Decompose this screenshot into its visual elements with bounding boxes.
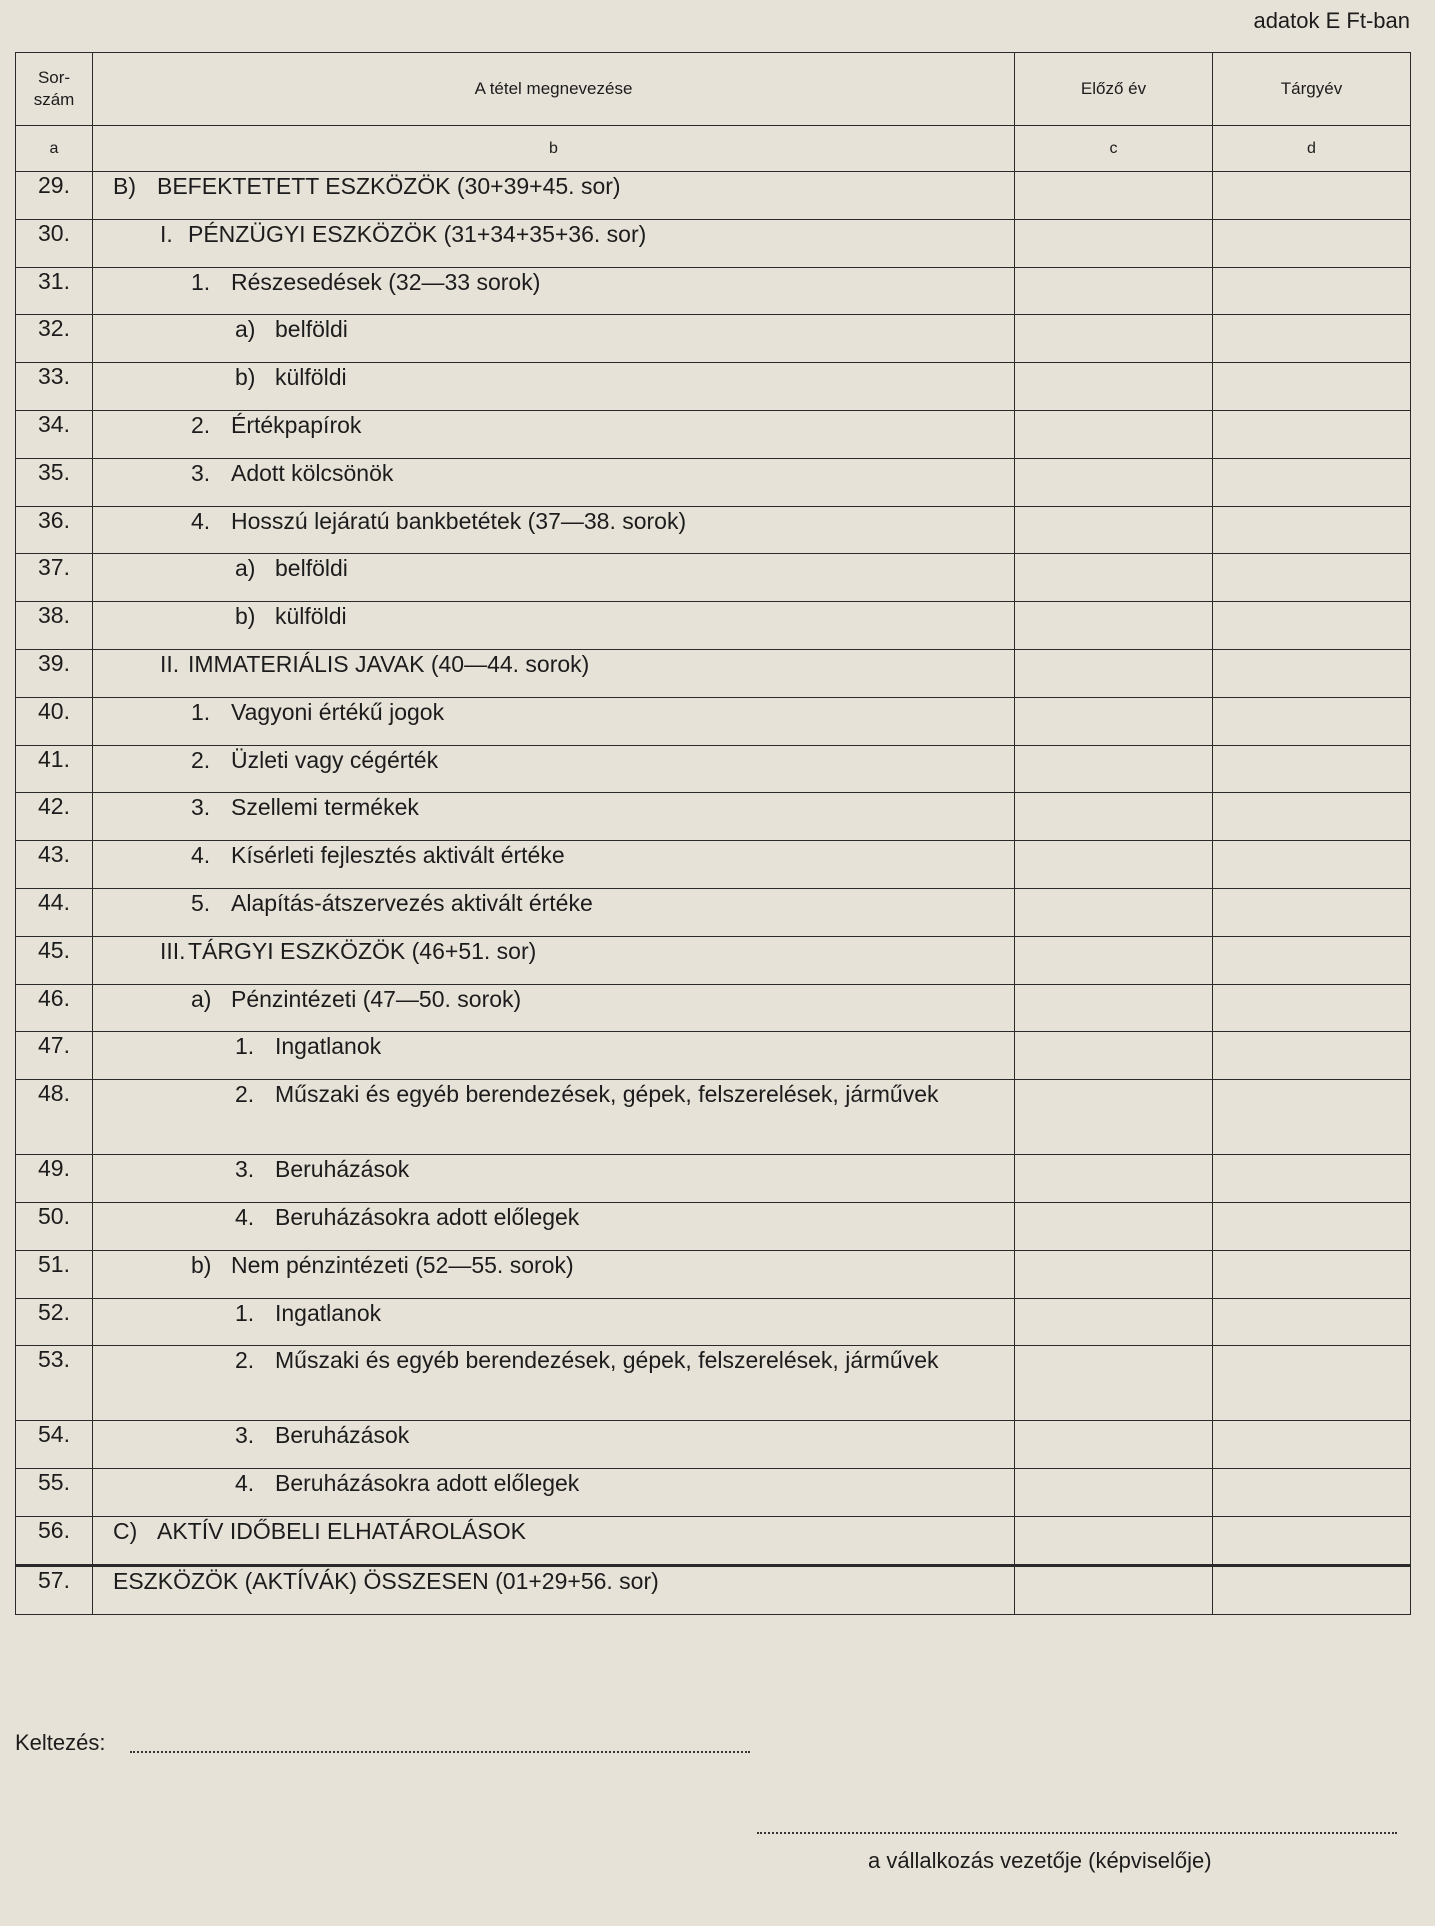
current-year-cell[interactable] — [1213, 1250, 1411, 1298]
item-name-cell — [93, 649, 1015, 697]
row-number: 37. — [16, 554, 93, 602]
item-text: IMMATERIÁLIS JAVAK (40—44. sorok) — [188, 650, 590, 677]
item-name-cell — [93, 1516, 1015, 1565]
current-year-cell[interactable] — [1213, 745, 1411, 793]
item-name-cell — [93, 1421, 1015, 1469]
date-label: Keltezés: — [15, 1730, 106, 1755]
item-name-cell — [93, 745, 1015, 793]
current-year-cell[interactable] — [1213, 841, 1411, 889]
previous-year-cell[interactable] — [1015, 410, 1213, 458]
item-text: PÉNZÜGYI ESZKÖZÖK (31+34+35+36. sor) — [188, 220, 647, 247]
current-year-cell[interactable] — [1213, 1565, 1411, 1614]
current-year-cell[interactable] — [1213, 602, 1411, 650]
current-year-cell[interactable] — [1213, 1516, 1411, 1565]
table-row — [16, 267, 1411, 315]
item-marker: I. — [160, 220, 173, 247]
item-name-cell — [93, 1080, 1015, 1155]
row-number: 45. — [16, 936, 93, 984]
header-item-name: A tétel megnevezése — [93, 53, 1015, 126]
item-text: ESZKÖZÖK (AKTÍVÁK) ÖSSZESEN (01+29+56. sor) — [113, 1567, 659, 1594]
current-year-cell[interactable] — [1213, 1202, 1411, 1250]
table-row — [16, 315, 1411, 363]
previous-year-cell[interactable] — [1015, 1080, 1213, 1155]
item-name-cell — [93, 1469, 1015, 1517]
item-name-cell — [93, 936, 1015, 984]
item-marker: 3. — [235, 1156, 255, 1183]
table-row — [16, 697, 1411, 745]
row-number: 38. — [16, 602, 93, 650]
current-year-cell[interactable] — [1213, 936, 1411, 984]
table-row — [16, 1155, 1411, 1203]
item-marker: 3. — [191, 794, 211, 821]
table-row — [16, 1032, 1411, 1080]
table-row — [16, 1469, 1411, 1517]
item-text: BEFEKTETETT ESZKÖZÖK (30+39+45. sor) — [157, 173, 621, 199]
previous-year-cell[interactable] — [1015, 1346, 1213, 1421]
current-year-cell[interactable] — [1213, 984, 1411, 1032]
current-year-cell[interactable] — [1213, 1155, 1411, 1203]
item-marker: b) — [235, 364, 256, 391]
row-number: 49. — [16, 1155, 93, 1203]
current-year-cell[interactable] — [1213, 506, 1411, 554]
item-text: Beruházások — [275, 1422, 410, 1449]
item-text: Beruházások — [275, 1156, 410, 1183]
item-text: Beruházásokra adott előlegek — [275, 1470, 580, 1497]
item-marker: 3. — [235, 1422, 255, 1449]
previous-year-cell[interactable] — [1015, 1155, 1213, 1203]
table-row — [16, 888, 1411, 936]
row-number: 40. — [16, 697, 93, 745]
current-year-cell[interactable] — [1213, 172, 1411, 220]
item-label — [93, 985, 1014, 1015]
item-label — [93, 1080, 1014, 1110]
item-name-cell — [93, 1565, 1015, 1614]
item-label — [93, 1032, 1014, 1062]
item-name-cell — [93, 219, 1015, 267]
previous-year-cell[interactable] — [1015, 602, 1213, 650]
item-label — [93, 1567, 1014, 1597]
item-label — [93, 1346, 1014, 1376]
row-number: 51. — [16, 1250, 93, 1298]
previous-year-cell[interactable] — [1015, 506, 1213, 554]
item-label — [93, 459, 1014, 489]
previous-year-cell[interactable] — [1015, 219, 1213, 267]
row-number: 31. — [16, 267, 93, 315]
row-number: 55. — [16, 1469, 93, 1517]
item-name-cell — [93, 1155, 1015, 1203]
previous-year-cell[interactable] — [1015, 554, 1213, 602]
row-number: 56. — [16, 1516, 93, 1565]
item-text: belföldi — [275, 555, 348, 582]
item-name-cell — [93, 410, 1015, 458]
previous-year-cell[interactable] — [1015, 649, 1213, 697]
previous-year-cell[interactable] — [1015, 458, 1213, 506]
item-label — [93, 602, 1014, 632]
item-text: Üzleti vagy cégérték — [231, 746, 439, 773]
item-label — [93, 698, 1014, 728]
table-row — [16, 1346, 1411, 1421]
item-text: Alapítás-átszervezés aktivált értéke — [231, 889, 593, 916]
date-field[interactable] — [130, 1751, 750, 1753]
item-text: Részesedések (32—33 sorok) — [231, 268, 541, 295]
item-name-cell — [93, 1250, 1015, 1298]
current-year-cell[interactable] — [1213, 793, 1411, 841]
current-year-cell[interactable] — [1213, 267, 1411, 315]
item-label — [93, 1203, 1014, 1233]
item-label — [93, 1421, 1014, 1451]
item-label — [93, 1299, 1014, 1329]
item-name-cell — [93, 172, 1015, 220]
column-letter-a: a — [16, 126, 93, 172]
item-text: külföldi — [275, 364, 347, 391]
table-row — [16, 219, 1411, 267]
item-marker: 1. — [191, 268, 211, 295]
item-label — [93, 172, 1014, 202]
unit-note: adatok E Ft-ban — [1253, 8, 1410, 33]
row-number: 32. — [16, 315, 93, 363]
item-text: Értékpapírok — [231, 411, 362, 438]
current-year-cell[interactable] — [1213, 1032, 1411, 1080]
table-row — [16, 602, 1411, 650]
previous-year-cell[interactable] — [1015, 267, 1213, 315]
item-text: Ingatlanok — [275, 1299, 382, 1326]
table-row — [16, 745, 1411, 793]
previous-year-cell[interactable] — [1015, 1565, 1213, 1614]
table-row — [16, 793, 1411, 841]
assets-table — [15, 52, 1411, 1615]
column-letter-b: b — [93, 126, 1015, 172]
current-year-cell[interactable] — [1213, 649, 1411, 697]
header-current-year: Tárgyév — [1213, 53, 1411, 126]
current-year-cell[interactable] — [1213, 1346, 1411, 1421]
item-marker: C) — [113, 1517, 138, 1544]
previous-year-cell[interactable] — [1015, 1202, 1213, 1250]
table-row — [16, 1202, 1411, 1250]
item-text: Adott kölcsönök — [231, 459, 394, 486]
item-marker: b) — [191, 1251, 212, 1278]
item-label — [93, 1251, 1014, 1281]
current-year-cell[interactable] — [1213, 363, 1411, 411]
header-row-number-text: Sor- szám — [33, 67, 75, 109]
header-row-number — [16, 53, 93, 126]
item-label — [93, 507, 1014, 537]
previous-year-cell[interactable] — [1015, 315, 1213, 363]
item-marker: 4. — [235, 1203, 255, 1230]
item-name-cell — [93, 1298, 1015, 1346]
table-row — [16, 936, 1411, 984]
item-label — [93, 841, 1014, 871]
row-number: 46. — [16, 984, 93, 1032]
table-row — [16, 172, 1411, 220]
previous-year-cell[interactable] — [1015, 841, 1213, 889]
item-marker: 4. — [235, 1470, 255, 1497]
header-row — [16, 53, 1411, 126]
item-label — [93, 650, 1014, 680]
column-letter-c: c — [1015, 126, 1213, 172]
current-year-cell[interactable] — [1213, 1080, 1411, 1155]
row-number: 43. — [16, 841, 93, 889]
item-name-cell — [93, 793, 1015, 841]
item-name-cell — [93, 363, 1015, 411]
item-text: Hosszú lejáratú bankbetétek (37—38. sorok) — [231, 507, 687, 534]
item-marker: 4. — [191, 507, 211, 534]
item-marker: 5. — [191, 889, 211, 916]
item-text: külföldi — [275, 603, 347, 630]
signature-label: a vállalkozás vezetője (képviselője) — [868, 1848, 1212, 1873]
previous-year-cell[interactable] — [1015, 363, 1213, 411]
row-number: 53. — [16, 1346, 93, 1421]
previous-year-cell[interactable] — [1015, 936, 1213, 984]
item-name-cell — [93, 841, 1015, 889]
item-label — [93, 1517, 1014, 1547]
table-row — [16, 1516, 1411, 1565]
table-row — [16, 410, 1411, 458]
row-number: 34. — [16, 410, 93, 458]
item-label — [93, 554, 1014, 584]
item-name-cell — [93, 1032, 1015, 1080]
previous-year-cell[interactable] — [1015, 888, 1213, 936]
column-letter-row — [16, 126, 1411, 172]
item-marker: B) — [113, 173, 136, 199]
item-marker: 2. — [235, 1081, 255, 1108]
item-name-cell — [93, 458, 1015, 506]
current-year-cell[interactable] — [1213, 697, 1411, 745]
previous-year-cell[interactable] — [1015, 793, 1213, 841]
item-name-cell — [93, 984, 1015, 1032]
row-number: 52. — [16, 1298, 93, 1346]
item-name-cell — [93, 697, 1015, 745]
item-name-cell — [93, 888, 1015, 936]
item-marker: 2. — [235, 1347, 255, 1374]
table-row — [16, 1298, 1411, 1346]
item-label — [93, 937, 1014, 967]
row-number: 42. — [16, 793, 93, 841]
item-text: Szellemi termékek — [231, 794, 419, 821]
item-label — [93, 793, 1014, 823]
previous-year-cell[interactable] — [1015, 1469, 1213, 1517]
current-year-cell[interactable] — [1213, 219, 1411, 267]
item-marker: 1. — [191, 698, 211, 725]
previous-year-cell[interactable] — [1015, 984, 1213, 1032]
item-marker: III. — [160, 937, 186, 964]
row-number: 35. — [16, 458, 93, 506]
item-label — [93, 411, 1014, 441]
item-label — [93, 363, 1014, 393]
item-marker: 1. — [235, 1299, 255, 1326]
row-number: 39. — [16, 649, 93, 697]
item-text: Műszaki és egyéb berendezések, gépek, felszerelések, járművek — [275, 1081, 939, 1108]
row-number: 50. — [16, 1202, 93, 1250]
signature-field[interactable] — [757, 1832, 1397, 1834]
row-number: 41. — [16, 745, 93, 793]
item-marker: 4. — [191, 842, 211, 869]
current-year-cell[interactable] — [1213, 1469, 1411, 1517]
item-text: TÁRGYI ESZKÖZÖK (46+51. sor) — [188, 937, 537, 964]
item-name-cell — [93, 267, 1015, 315]
item-label — [93, 1155, 1014, 1185]
table-row — [16, 554, 1411, 602]
item-text: Nem pénzintézeti (52—55. sorok) — [231, 1251, 574, 1278]
previous-year-cell[interactable] — [1015, 1032, 1213, 1080]
item-marker: b) — [235, 603, 256, 630]
item-label — [93, 1469, 1014, 1499]
current-year-cell[interactable] — [1213, 458, 1411, 506]
item-label — [93, 268, 1014, 298]
previous-year-cell[interactable] — [1015, 1421, 1213, 1469]
table-row — [16, 984, 1411, 1032]
current-year-cell[interactable] — [1213, 410, 1411, 458]
item-label — [93, 220, 1014, 250]
item-label — [93, 315, 1014, 345]
item-text: Pénzintézeti (47—50. sorok) — [231, 985, 522, 1012]
item-text: Vagyoni értékű jogok — [231, 698, 445, 725]
item-marker: a) — [235, 316, 256, 343]
row-number: 48. — [16, 1080, 93, 1155]
row-number: 36. — [16, 506, 93, 554]
table-row — [16, 1421, 1411, 1469]
previous-year-cell[interactable] — [1015, 1250, 1213, 1298]
previous-year-cell[interactable] — [1015, 745, 1213, 793]
item-text: AKTÍV IDŐBELI ELHATÁROLÁSOK — [157, 1517, 526, 1544]
item-name-cell — [93, 315, 1015, 363]
previous-year-cell[interactable] — [1015, 1298, 1213, 1346]
previous-year-cell[interactable] — [1015, 1516, 1213, 1565]
item-name-cell — [93, 1202, 1015, 1250]
item-marker: II. — [160, 650, 180, 677]
item-text: Műszaki és egyéb berendezések, gépek, felszerelések, járművek — [275, 1347, 939, 1374]
row-number: 47. — [16, 1032, 93, 1080]
item-marker: a) — [235, 555, 256, 582]
table-row — [16, 1565, 1411, 1614]
current-year-cell[interactable] — [1213, 554, 1411, 602]
current-year-cell[interactable] — [1213, 1298, 1411, 1346]
table-row — [16, 458, 1411, 506]
item-name-cell — [93, 506, 1015, 554]
item-text: Kísérleti fejlesztés aktivált értéke — [231, 842, 565, 869]
current-year-cell[interactable] — [1213, 1421, 1411, 1469]
table-row — [16, 506, 1411, 554]
item-marker: 2. — [191, 411, 211, 438]
row-number: 33. — [16, 363, 93, 411]
row-number: 44. — [16, 888, 93, 936]
item-marker: 3. — [191, 459, 211, 486]
row-number: 29. — [16, 172, 93, 220]
item-marker: a) — [191, 985, 212, 1012]
item-label — [93, 889, 1014, 919]
table-row — [16, 649, 1411, 697]
item-name-cell — [93, 1346, 1015, 1421]
column-letter-d: d — [1213, 126, 1411, 172]
item-text: Ingatlanok — [275, 1033, 382, 1060]
item-text: belföldi — [275, 316, 348, 343]
table-row — [16, 841, 1411, 889]
item-label — [93, 746, 1014, 776]
item-text: Beruházásokra adott előlegek — [275, 1203, 580, 1230]
table-row — [16, 1250, 1411, 1298]
previous-year-cell[interactable] — [1015, 172, 1213, 220]
item-marker: 2. — [191, 746, 211, 773]
row-number: 54. — [16, 1421, 93, 1469]
table-row — [16, 1080, 1411, 1155]
header-previous-year: Előző év — [1015, 53, 1213, 126]
item-name-cell — [93, 554, 1015, 602]
current-year-cell[interactable] — [1213, 315, 1411, 363]
row-number: 57. — [16, 1565, 93, 1614]
row-number: 30. — [16, 219, 93, 267]
current-year-cell[interactable] — [1213, 888, 1411, 936]
item-marker: 1. — [235, 1033, 255, 1060]
table-row — [16, 363, 1411, 411]
previous-year-cell[interactable] — [1015, 697, 1213, 745]
item-name-cell — [93, 602, 1015, 650]
